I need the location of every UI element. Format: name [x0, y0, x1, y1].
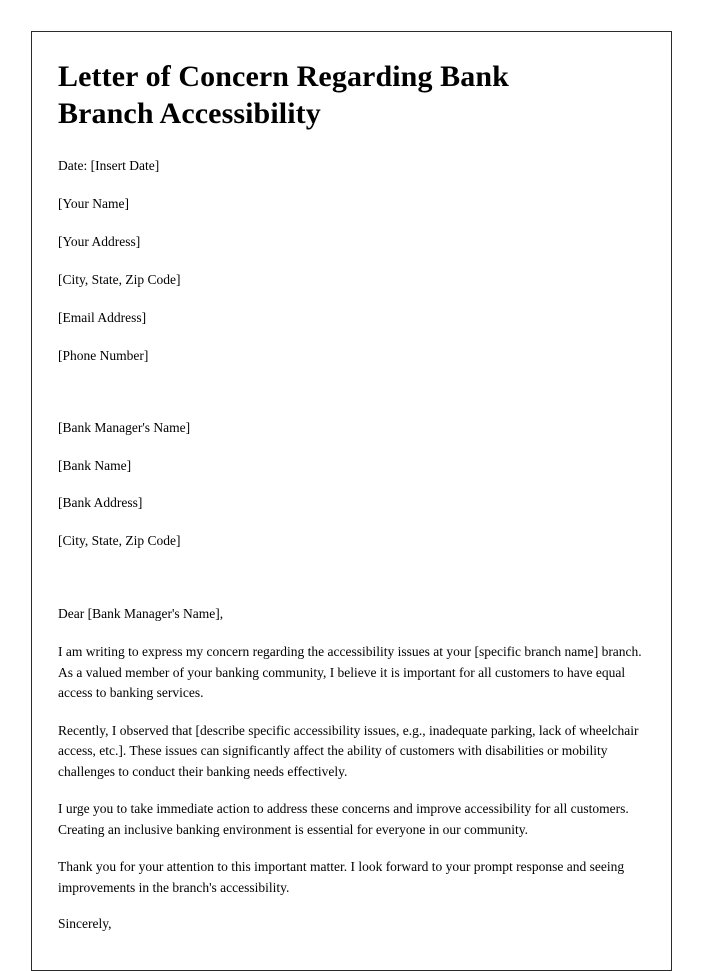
- sender-city-state-zip-line: [City, State, Zip Code]: [58, 272, 181, 287]
- page-title: Letter of Concern Regarding Bank Branch Accessibility: [58, 60, 509, 131]
- body-paragraph-1: I am writing to express my concern regarding the accessibility issues at your [specific branch name] branch. As a valued member of your banking community, I believe it is important for all customers to have equal access to banking services.: [58, 644, 642, 701]
- sender-email-line: [Email Address]: [58, 309, 147, 325]
- closing-line: Sincerely,: [58, 916, 112, 932]
- body-paragraph-3: I urge you to take immediate action to address these concerns and improve accessibility for all customers. Creating an inclusive banking environment is essential for everyone in our community.: [58, 801, 629, 837]
- salutation-spacer: [58, 571, 644, 605]
- body-paragraph-2: Recently, I observed that [describe specific accessibility issues, e.g., inadequate parking, lack of wheelchair access, etc.]. These issues can significantly affect the ability of customers with disabilities or mobility challenges to conduct their banking needs effectively.: [58, 722, 639, 779]
- recipient-bank-address-line: [Bank Address]: [58, 495, 143, 511]
- address-block-spacer: [58, 386, 644, 420]
- body-paragraph-4: Thank you for your attention to this important matter. I look forward to your prompt response and seeing improvements in the branch's accessibility.: [58, 859, 625, 895]
- salutation: Dear [Bank Manager's Name],: [58, 606, 224, 622]
- document-page: [31, 31, 672, 971]
- date-line: Date: [Insert Date]: [58, 158, 160, 174]
- recipient-bank-name-line: [Bank Name]: [58, 457, 132, 473]
- recipient-city-state-zip-line: [City, State, Zip Code]: [58, 533, 181, 549]
- sender-address-line: [Your Address]: [58, 234, 141, 250]
- sender-phone-line: [Phone Number]: [58, 347, 149, 363]
- sender-name-line: [Your Name]: [58, 196, 129, 212]
- recipient-manager-name-line: [Bank Manager's Name]: [58, 419, 191, 435]
- document-body: [32, 32, 671, 934]
